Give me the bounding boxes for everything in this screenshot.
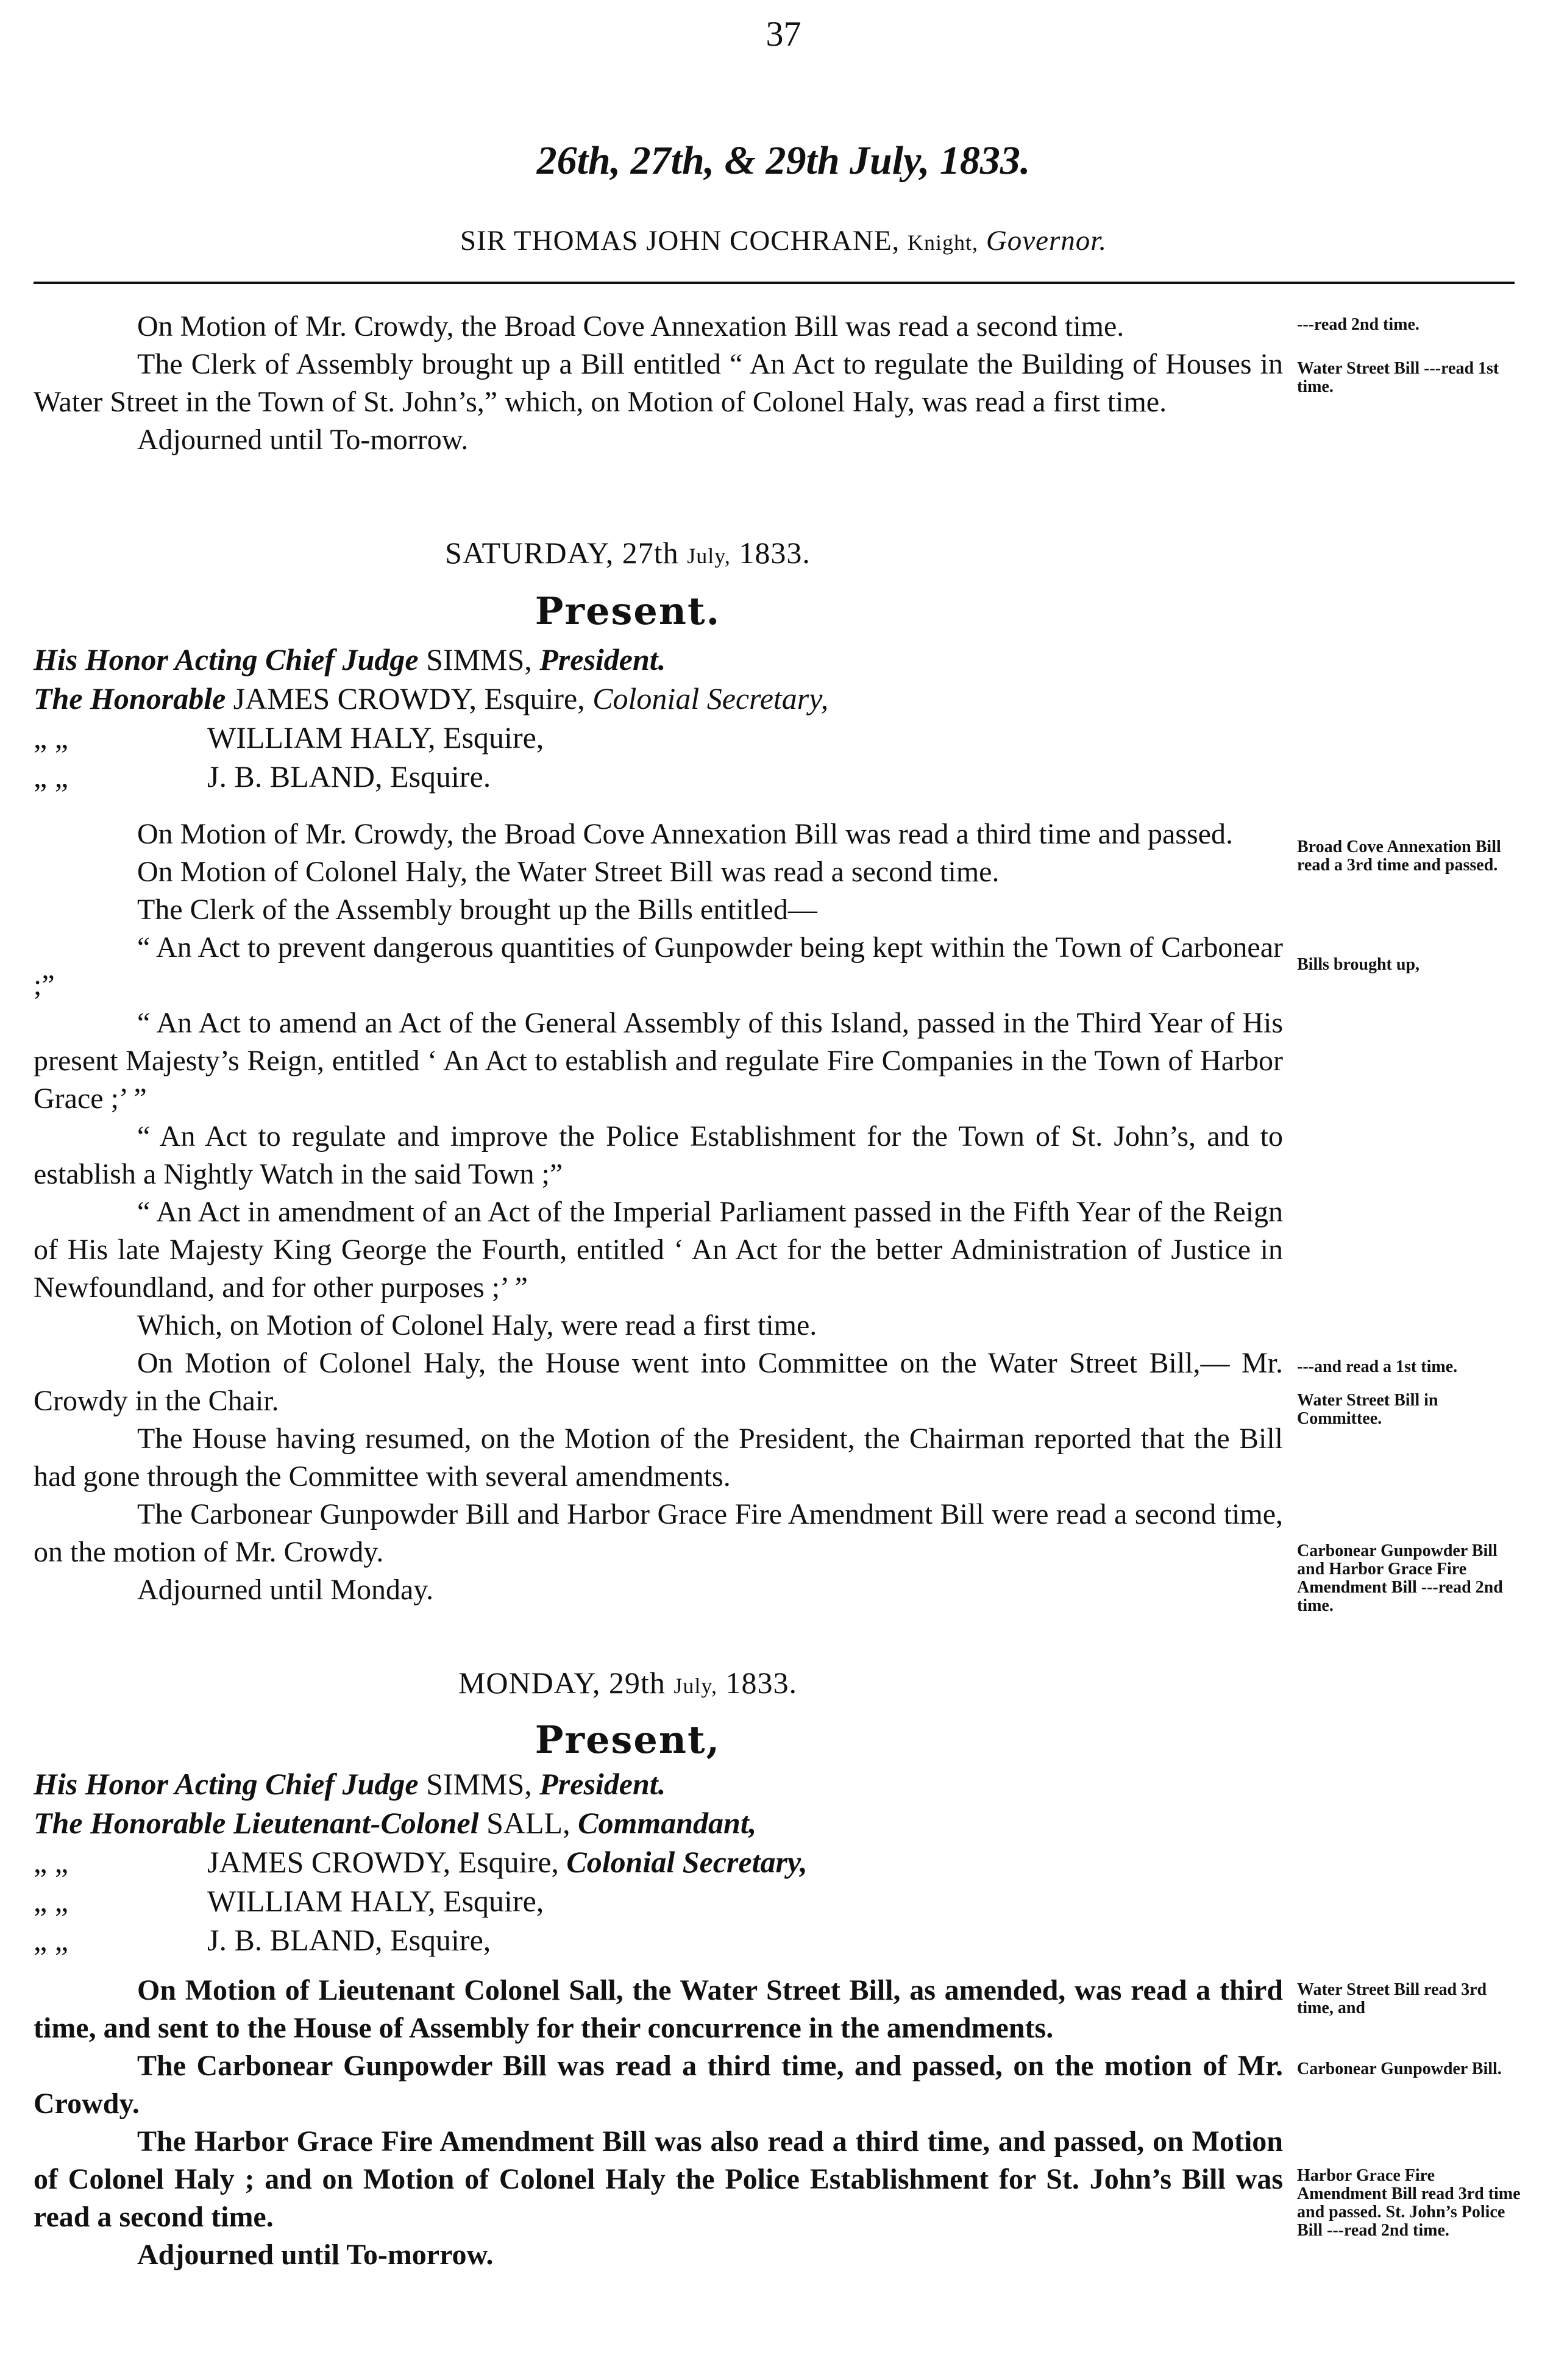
attendee-row: His Honor Acting Chief Judge SIMMS, President. — [34, 642, 666, 677]
paragraph: Adjourned until Monday. — [137, 1574, 434, 1606]
governor-name: SIR THOMAS JOHN COCHRANE, — [460, 225, 900, 257]
attendee-row: „ „ WILLIAM HALY, Esquire, — [34, 720, 544, 755]
paragraph: Adjourned until To-morrow. — [137, 2239, 494, 2271]
margin-note: Carbonear Gunpowder Bill. — [1297, 2059, 1502, 2078]
margin-note: Broad Cove Annexation Bill read a 3rd time and passed. — [1297, 837, 1501, 875]
margin-note: Water Street Bill in Committee. — [1297, 1391, 1438, 1428]
monday-present-label: Present, — [535, 1718, 721, 1762]
attendee-row: „ „ JAMES CROWDY, Esquire, Colonial Secretary, — [34, 1845, 808, 1879]
paragraph: “ An Act to prevent dangerous quantities of Gunpowder being kept within the Town of Carbonear ;” — [34, 931, 1283, 1001]
paragraph: On Motion of Lieutenant Colonel Sall, the Water Street Bill, as amended, was read a third time, and sent to the House of Assembly for their concurrence in the amendments. — [34, 1974, 1283, 2044]
attendee-row: His Honor Acting Chief Judge SIMMS, President. — [34, 1767, 666, 1801]
paragraph: The Carbonear Gunpowder Bill was read a third time, and passed, on the motion of Mr. Crowdy. — [34, 2050, 1283, 2120]
attendee-row: The Honorable JAMES CROWDY, Esquire, Colonial Secretary, — [34, 681, 829, 716]
governor-title: Governor. — [986, 225, 1107, 257]
margin-note: ---read 2nd time. — [1297, 315, 1420, 334]
margin-note: Bills brought up, — [1297, 955, 1420, 974]
paragraph: The Clerk of Assembly brought up a Bill entitled “ An Act to regulate the Building of Houses in Water Street in the Town of St. John’s,” which, on Motion of Colonel Haly, was read a first time. — [34, 348, 1283, 418]
paragraph: On Motion of Mr. Crowdy, the Broad Cove Annexation Bill was read a third time and passed. — [137, 818, 1233, 850]
saturday-heading: SATURDAY, 27th July, 1833. — [445, 536, 811, 570]
attendee-row: The Honorable Lieutenant-Colonel SALL, Commandant, — [34, 1806, 757, 1840]
monday-body — [34, 1972, 1283, 2274]
monday-heading: MONDAY, 29th July, 1833. — [458, 1666, 798, 1700]
monday-attendance — [34, 1764, 1283, 1959]
attendee-row: „ „ J. B. BLAND, Esquire, — [34, 1923, 491, 1957]
paragraph: “ An Act in amendment of an Act of the Imperial Parliament passed in the Fifth Year of the Reign of His late Majesty King George the Fourth, entitled ‘ An Act for the better Administration of Justice in Newfoundland, and for other purposes ;’ ” — [34, 1196, 1283, 1304]
governor-line — [0, 224, 1567, 257]
paragraph: “ An Act to amend an Act of the General Assembly of this Island, passed in the Third Year of His present Majesty’s Reign, entitled ‘ An Act to establish and regulate Fire Companies in the Town of Harbor Grace ;’ ” — [34, 1007, 1283, 1115]
header-rule — [34, 282, 1515, 284]
margin-note: Water Street Bill read 3rd time, and — [1297, 1980, 1487, 2017]
attendee-row: „ „ J. B. BLAND, Esquire. — [34, 759, 491, 794]
paragraph: The Carbonear Gunpowder Bill and Harbor Grace Fire Amendment Bill were read a second time, on the motion of Mr. Crowdy. — [34, 1498, 1283, 1568]
margin-note: ---and read a 1st time. — [1297, 1357, 1458, 1376]
page-number: 37 — [766, 14, 801, 54]
saturday-present-label: Present. — [535, 589, 721, 633]
paragraph: On Motion of Colonel Haly, the Water Street Bill was read a second time. — [137, 856, 1000, 888]
page-title: 26th, 27th, & 29th July, 1833. — [536, 138, 1031, 183]
paragraph: On Motion of Colonel Haly, the House went into Committee on the Water Street Bill,— Mr. Crowdy in the Chair. — [34, 1347, 1283, 1417]
margin-note: Water Street Bill ---read 1st time. — [1297, 359, 1499, 396]
margin-note: Harbor Grace Fire Amendment Bill read 3rd time and passed. St. John’s Police Bill ---read 2nd time. — [1297, 2166, 1521, 2240]
paragraph: Adjourned until To-morrow. — [137, 424, 469, 456]
paragraph: “ An Act to regulate and improve the Police Establishment for the Town of St. John’s, and to establish a Nightly Watch in the said Town ;” — [34, 1120, 1283, 1190]
saturday-attendance — [34, 640, 1283, 796]
paragraph: The Clerk of the Assembly brought up the Bills entitled— — [137, 893, 817, 926]
paragraph: Which, on Motion of Colonel Haly, were read a first time. — [137, 1309, 817, 1341]
attendee-row: „ „ WILLIAM HALY, Esquire, — [34, 1884, 544, 1918]
saturday-body — [34, 815, 1283, 1609]
governor-rank: Knight, — [908, 230, 979, 255]
margin-note: Carbonear Gunpowder Bill and Harbor Grace Fire Amendment Bill ---read 2nd time. — [1297, 1541, 1503, 1615]
session1-body — [34, 308, 1283, 459]
paragraph: On Motion of Mr. Crowdy, the Broad Cove Annexation Bill was read a second time. — [137, 310, 1125, 343]
paragraph: The Harbor Grace Fire Amendment Bill was also read a third time, and passed, on Motion of Colonel Haly ; and on Motion of Colonel Haly the Police Establishment for St. John’s Bill was read a second time. — [34, 2125, 1283, 2233]
paragraph: The House having resumed, on the Motion of the President, the Chairman reported that the Bill had gone through the Committee with several amendments. — [34, 1423, 1283, 1493]
